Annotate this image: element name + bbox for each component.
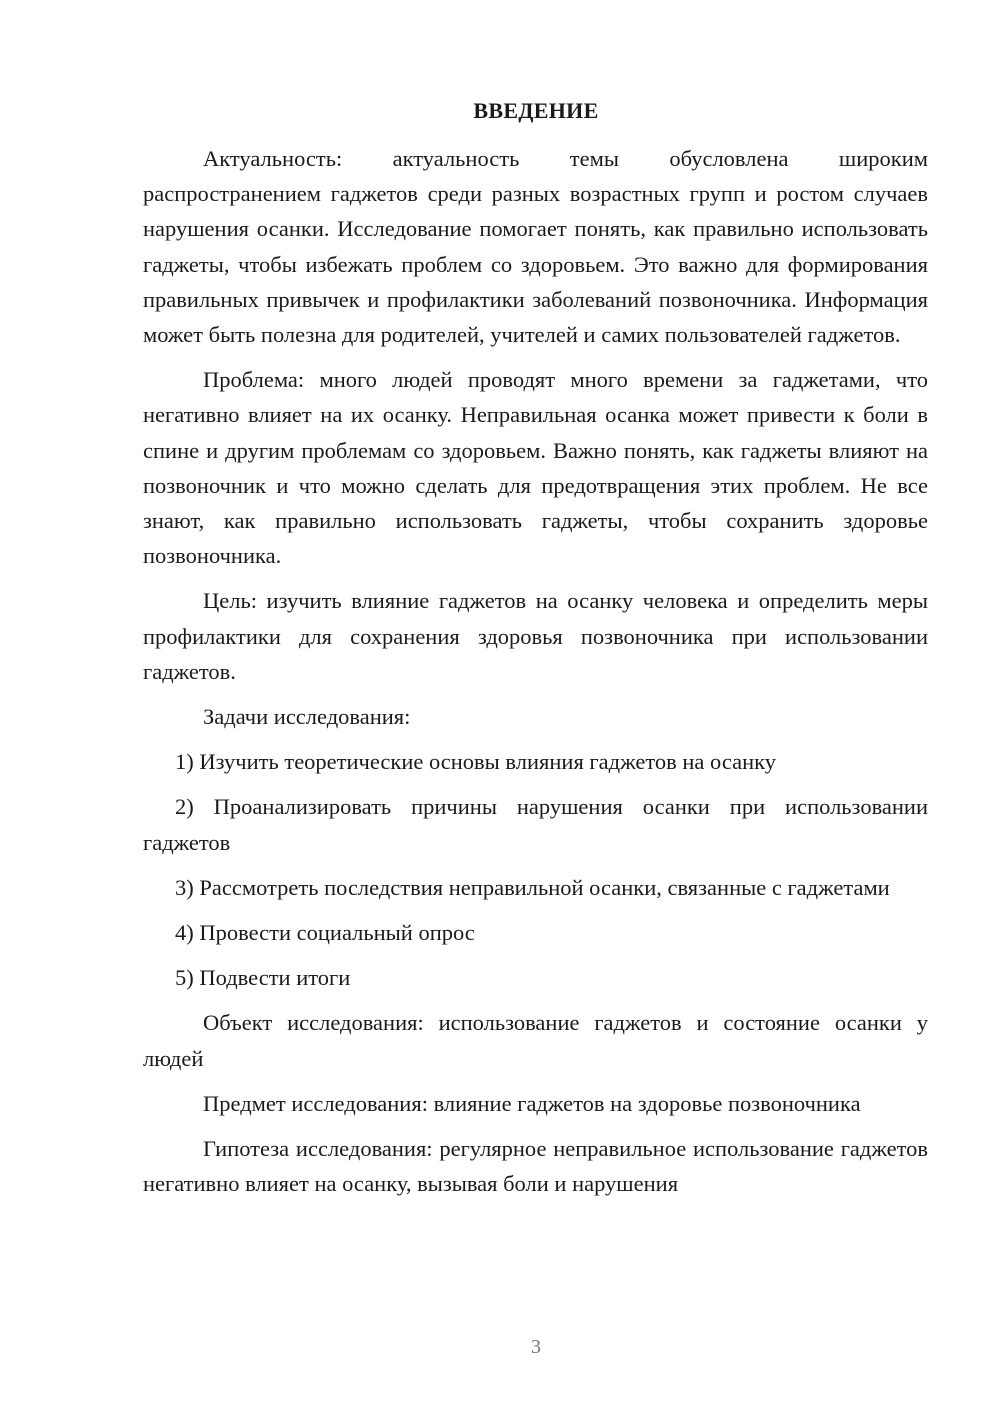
hypothesis-paragraph: Гипотеза исследования: регулярное неправильное использование гаджетов негативно влияет на осанку, вызывая боли и нарушения	[143, 1136, 928, 1197]
object-paragraph: Объект исследования: использование гаджетов и состояние осанки у людей	[143, 1010, 928, 1071]
goal-paragraph: Цель: изучить влияние гаджетов на осанку человека и определить меры профилактики для сохранения здоровья позвоночника при использовании гаджетов.	[143, 588, 928, 684]
task-item-5: 5) Подвести итоги	[175, 965, 351, 991]
section-heading: ВВЕДЕНИЕ	[473, 98, 599, 123]
task-item-3: 3) Рассмотреть последствия неправильной осанки, связанные с гаджетами	[175, 874, 890, 900]
page-number: 3	[531, 1336, 541, 1358]
task-item-1: 1) Изучить теоретические основы влияния гаджетов на осанку	[175, 749, 776, 775]
subject-paragraph: Предмет исследования: влияние гаджетов на здоровье позвоночника	[203, 1090, 861, 1116]
task-item-2: 2) Проанализировать причины нарушения осанки при использовании гаджетов	[143, 794, 928, 855]
problem-paragraph: Проблема: много людей проводят много времени за гаджетами, что негативно влияет на их осанку. Неправильная осанка может привести к боли в спине и другим проблемам со здоровьем. Важно понять, как гаджеты влияют на позвоночник и что можно сделать для предотвращения этих проблем. Не все знают, как правильно использовать гаджеты, чтобы сохранить здоровье позвоночника.	[143, 367, 928, 569]
tasks-title: Задачи исследования:	[203, 704, 411, 730]
task-item-4: 4) Провести социальный опрос	[175, 920, 475, 946]
relevance-paragraph: Актуальность: актуальность темы обусловлена широким распространением гаджетов среди разных возрастных групп и ростом случаев нарушения осанки. Исследование помогает понять, как правильно использовать гаджеты, чтобы избежать проблем со здоровьем. Это важно для формирования правильных привычек и профилактики заболеваний позвоночника. Информация может быть полезна для родителей, учителей и самих пользователей гаджетов.	[143, 146, 928, 348]
document-body	[143, 141, 928, 1201]
